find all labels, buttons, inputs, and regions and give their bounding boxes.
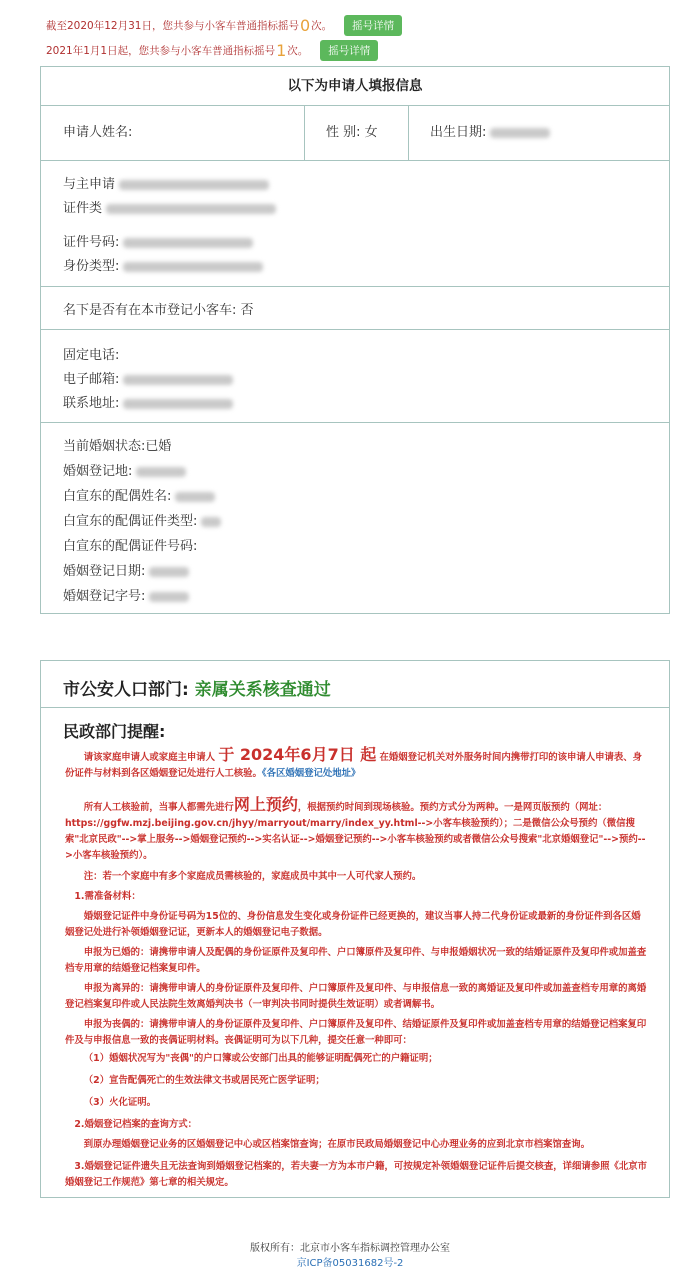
civil-affairs-title: 民政部门提醒:: [63, 722, 166, 741]
redacted-value: [123, 238, 253, 248]
redacted-value: [149, 592, 189, 602]
lottery-notice-2021: 2021年1月1日起，您共参与小客车普通指标摇号 1 次。 摇号详情: [46, 40, 378, 61]
email-label: 电子邮箱:: [63, 372, 120, 387]
applicant-basic-row: [41, 106, 669, 161]
lottery-count-2020: 0: [299, 16, 311, 35]
divider: [41, 707, 669, 708]
lottery-notice-2020: 截至2020年12月31日，您共参与小客车普通指标摇号 0 次。 摇号详情: [46, 15, 402, 36]
online-booking-highlight: 网上预约: [233, 795, 298, 814]
materials-widowed: 申报为丧偶的：请携带申请人的身份证原件及复印件、户口簿原件及复印件、结婚证原件及复印件或加盖查档专用章的结婚登记档案复印件及与申报信息一致的丧偶证明材料。丧偶证明可为以下几种，提交任意一种即可：: [65, 1019, 647, 1046]
lost-certificate-text: 3.婚姻登记证件遗失且无法查询到婚姻登记档案的，若夫妻一方为本市户籍，可按规定补领婚姻登记证件后提交核查，详细请参照《北京市婚姻登记工作规范》第七章的相关规定。: [65, 1161, 647, 1188]
lottery-count-2021: 1: [276, 41, 287, 60]
marriage-reg-place-label: 婚姻登记地:: [63, 464, 133, 479]
divider: [304, 106, 305, 160]
footer-copyright: 版权所有：北京市小客车指标调控管理办公室: [250, 1243, 450, 1254]
marital-status-label: 当前婚姻状态:: [63, 439, 146, 454]
redacted-value: [490, 128, 550, 138]
widowed-proof-item-1: （1）婚姻状况写为"丧偶"的户口簿或公安部门出具的能够证明配偶死亡的户籍证明；: [83, 1053, 438, 1064]
materials-divorced: 申报为离异的：请携带申请人的身份证原件及复印件、户口簿原件及复印件、与申报信息一致的离婚证及复印件或加盖查档专用章的离婚登记档案复印件或人民法院生效离婚判决书（一审判决书同时提供生效证明）或者调解书。: [65, 983, 647, 1010]
footer-icp-link[interactable]: 京ICP备05031682号-2: [296, 1258, 404, 1269]
applicant-name-field: 申请人姓名:: [63, 125, 133, 140]
lottery-detail-button-2021[interactable]: 摇号详情: [320, 40, 378, 61]
redacted-value: [119, 180, 269, 190]
marriage-reg-date-label: 婚姻登记日期:: [63, 564, 146, 579]
widowed-proof-item-2: （2）宣告配偶死亡的生效法律文书或居民死亡医学证明；: [83, 1075, 325, 1086]
identity-type-label: 身份类型:: [63, 259, 120, 274]
materials-paragraph-1: 婚姻登记证件中身份证号码为15位的、身份信息发生变化或身份证件已经更换的，建议当事人持二代身份证或最新的身份证件到各区婚姻登记处进行补领婚姻登记证，更新本人的婚姻登记电子数据。: [65, 911, 641, 938]
verification-title: 市公安人口部门: 亲属关系核查通过: [63, 680, 331, 700]
archive-query-text: 到原办理婚姻登记业务的区婚姻登记中心或区档案馆查询；在原市民政局婚姻登记中心办理业务的应到北京市档案馆查询。: [83, 1139, 591, 1150]
divider: [408, 106, 409, 160]
gender-field: 性 别: 女: [326, 125, 378, 140]
materials-married: 申报为已婚的：请携带申请人及配偶的身份证原件及复印件、户口簿原件及复印件、与申报婚姻状况一致的结婚证原件及复印件或加盖查档专用章的结婚登记档案复印件。: [65, 947, 647, 974]
appointment-start-date: 于 2024年6月7日 起: [218, 745, 377, 764]
redacted-value: [175, 492, 215, 502]
applicant-info-panel: [40, 66, 670, 614]
phone-label: 固定电话:: [63, 348, 120, 363]
materials-heading: 1.需准备材料：: [74, 891, 141, 902]
spouse-id-type-label: 白宣东的配偶证件类型:: [63, 514, 198, 529]
redacted-value: [136, 467, 186, 477]
id-number-label: 证件号码:: [63, 235, 120, 250]
address-label: 联系地址:: [63, 396, 120, 411]
redacted-value: [149, 567, 189, 577]
identity-section: [41, 161, 669, 287]
registered-car-value: 否: [240, 303, 254, 318]
verification-status: 亲属关系核查通过: [194, 680, 331, 700]
redacted-value: [123, 375, 233, 385]
registry-address-link[interactable]: 《各区婚姻登记处地址》: [261, 768, 361, 779]
birth-date-field: 出生日期:: [430, 106, 550, 160]
reminder-paragraph-2: 所有人工核验前，当事人都需先进行网上预约，根据预约时间到现场核验。预约方式分为两种。一是网页版预约（网址：https://ggfw.mzj.beijing.gov.cn/jhyy/marryout/marry/index_yy.html-->小客车核验预约）；二是微信公众号预约（微信搜索"北京民政"-->掌上服务-->婚姻登记预约-->实名认证-->婚姻登记预约-->小客车核验预约或者微信公众号搜索"北京婚姻登记"-->预约-->小客车核验预约）。: [65, 795, 646, 861]
redacted-value: [201, 517, 221, 527]
verification-result-panel: [40, 660, 670, 1198]
registered-car-label: 名下是否有在本市登记小客车:: [63, 303, 237, 318]
redacted-value: [123, 262, 263, 272]
spouse-name-label: 白宣东的配偶姓名:: [63, 489, 172, 504]
marriage-section: [41, 423, 669, 613]
id-type-label: 证件类: [63, 201, 103, 216]
applicant-info-header: 以下为申请人填报信息: [41, 67, 669, 106]
contact-section: [41, 330, 669, 423]
reminder-note: 注：若一个家庭中有多个家庭成员需核验的，家庭成员中其中一人可代家人预约。: [83, 871, 422, 882]
archive-query-heading: 2.婚姻登记档案的查询方式：: [74, 1119, 197, 1130]
redacted-value: [123, 399, 233, 409]
reminder-paragraph-1: 请该家庭申请人或家庭主申请人 于 2024年6月7日 起 在婚姻登记机关对外服务时间内携带打印的该申请人申请表、身份证件与材料到各区婚姻登记处进行人工核验。《各区婚姻登记处地址》: [65, 745, 643, 779]
spouse-id-number-label: 白宣东的配偶证件号码:: [63, 539, 198, 554]
redacted-value: [106, 204, 276, 214]
lottery-detail-button-2020[interactable]: 摇号详情: [344, 15, 402, 36]
relation-label: 与主申请: [63, 177, 116, 192]
marital-status-value: 已婚: [145, 439, 172, 454]
widowed-proof-item-3: （3）火化证明。: [83, 1097, 156, 1108]
marriage-reg-no-label: 婚姻登记字号:: [63, 589, 146, 604]
vehicle-section: [41, 287, 669, 330]
